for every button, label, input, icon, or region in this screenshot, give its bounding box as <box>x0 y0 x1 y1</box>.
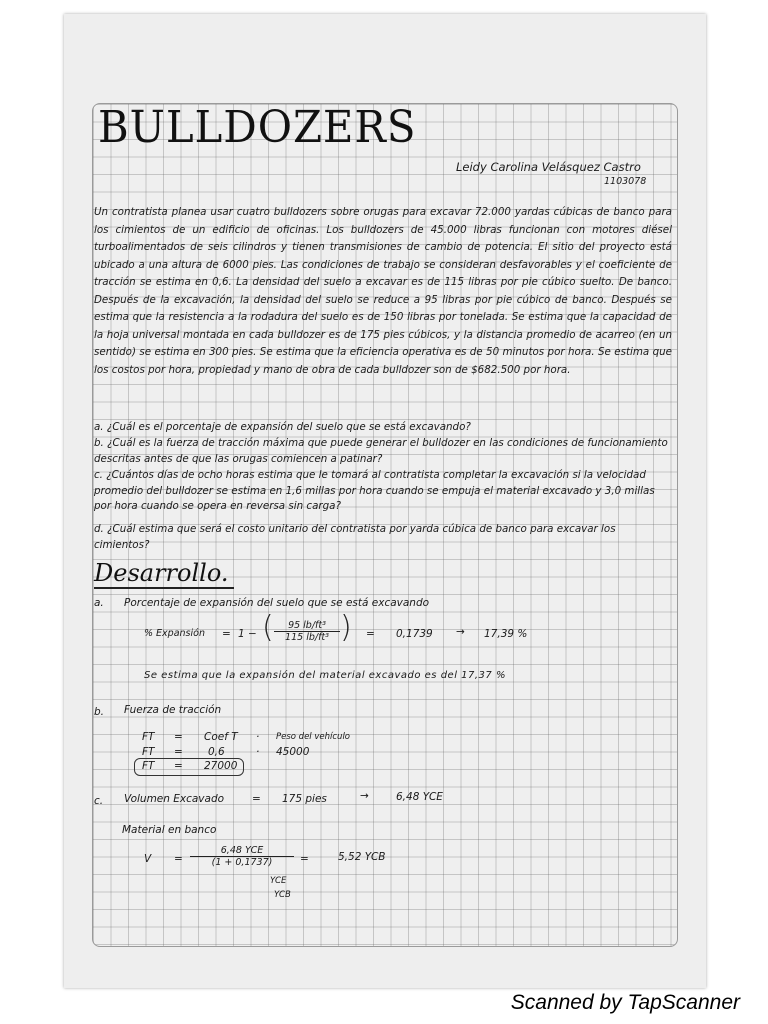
ft-row-2-c3: 0,6 <box>208 746 225 758</box>
question-b: b. ¿Cuál es la fuerza de tracción máxima que puede generar el bulldozer en las condiciones de funcionamiento descritas antes de que las orugas comiencen a patinar? <box>94 437 668 465</box>
section-b-label: b. <box>94 706 105 718</box>
density-fraction <box>274 620 340 643</box>
volume-value: 175 pies <box>282 793 327 805</box>
page-title: BULLDOZERS <box>98 102 417 153</box>
bank-fraction <box>190 845 294 868</box>
expansion-conclusion: Se estima que la expansión del material excavado es del 17,37 % <box>144 670 506 681</box>
expansion-percent: 17,39 % <box>484 628 528 640</box>
ft-row-2-c4: · <box>256 746 260 758</box>
ft-row-1-c1: FT <box>142 731 155 743</box>
arrow-icon: → <box>456 626 465 638</box>
ft-row-2-c1: FT <box>142 746 155 758</box>
den-unit-yce: YCE <box>270 876 287 886</box>
bank-numerator: 6,48 YCE <box>190 845 294 857</box>
volume-label: Volumen Excavado <box>124 793 225 805</box>
fraction-denominator: 115 lb/ft³ <box>285 632 329 643</box>
ft-row-3-c1: FT <box>142 760 155 772</box>
equals-sign-5: = <box>300 853 309 865</box>
volume-result: 6,48 YCE <box>396 791 443 803</box>
bank-denominator: (1 + 0,1737) <box>211 857 273 868</box>
question-c: c. ¿Cuántos días de ocho horas estima que le tomará al contratista completar la excavación si la velocidad promedio del bulldozer se estima en 1,6 millas por hora cuando se empuja el material excavado y 3,0 millas por hora cuando se opera en reversa sin carga? <box>94 469 655 512</box>
ft-row-3-c2: = <box>174 760 183 772</box>
ft-row-1-c5: Peso del vehículo <box>276 732 351 742</box>
question-a: a. ¿Cuál es el porcentaje de expansión del suelo que se está excavando? <box>94 421 471 433</box>
scanner-watermark: Scanned by TapScanner <box>510 991 740 1014</box>
equals-sign-3: = <box>252 793 261 805</box>
ft-row-2-c2: = <box>174 746 183 758</box>
bank-result: 5,52 YCB <box>338 851 386 863</box>
section-b-title: Fuerza de tracción <box>124 704 222 716</box>
development-heading: Desarrollo. <box>94 559 234 589</box>
ft-row-1-c3: Coef T <box>204 731 238 743</box>
den-unit-ycb: YCB <box>274 890 291 900</box>
material-label: Material en banco <box>122 824 217 836</box>
expansion-lhs: % Expansión <box>144 628 205 639</box>
section-c-label: c. <box>94 795 104 807</box>
equals-sign-4: = <box>174 853 183 865</box>
paren-open: ( <box>262 610 274 645</box>
problem-statement: Un contratista planea usar cuatro bulldozers sobre orugas para excavar 72.000 yardas cúbicas de banco para los cimientos de un edificio de oficinas. Los bulldozers de 45.000 libras funcionan con motores diésel turboalimentados de seis cilindros y tienen transmisiones de cambio de potencia. El sitio del proyecto está ubicado a una altura de 6000 pies. Las condiciones de trabajo se consideran desfavorables y el coeficiente de tracción se estima en 0,6. La densidad del suelo a excavar es de 115 libras por pie cúbico suelto. De banco. Después de la excavación, la densidad del suelo se reduce a 95 libras por pie cúbico de banco. Después se estima que la resistencia a la rodadura del suelo es de 150 libras por tonelada. Se estima que la capacidad de la hoja universal montada en cada bulldozer es de 175 pies cúbicos, y la distancia promedio de acarreo (en un sentido) se estima en 300 pies. Se estima que la eficiencia operativa es de 50 minutos por hora. Se estima que los costos por hora, propiedad y mano de obra de cada bulldozer son de $682.500 por hora. <box>94 206 672 376</box>
ft-row-1-c4: · <box>256 731 260 743</box>
section-a-title: Porcentaje de expansión del suelo que se está excavando <box>124 597 430 609</box>
paren-close: ) <box>340 610 352 645</box>
student-code: 1103078 <box>604 176 647 187</box>
expansion-decimal: 0,1739 <box>396 628 433 640</box>
question-d: d. ¿Cuál estima que será el costo unitario del contratista por yarda cúbica de banco para excavar los cimientos? <box>94 523 616 551</box>
arrow-icon-2: → <box>360 790 369 802</box>
section-a-label: a. <box>94 597 104 609</box>
ft-row-2-c5: 45000 <box>276 746 310 758</box>
fraction-numerator: 95 lb/ft³ <box>274 620 340 632</box>
one-minus: 1 − <box>238 628 257 640</box>
v-symbol: V <box>144 853 152 865</box>
author-name: Leidy Carolina Velásquez Castro <box>456 160 641 174</box>
ft-row-3-c3: 27000 <box>204 760 238 772</box>
equals-sign: = <box>222 628 231 640</box>
equals-sign-2: = <box>366 628 375 640</box>
ft-row-1-c2: = <box>174 731 183 743</box>
